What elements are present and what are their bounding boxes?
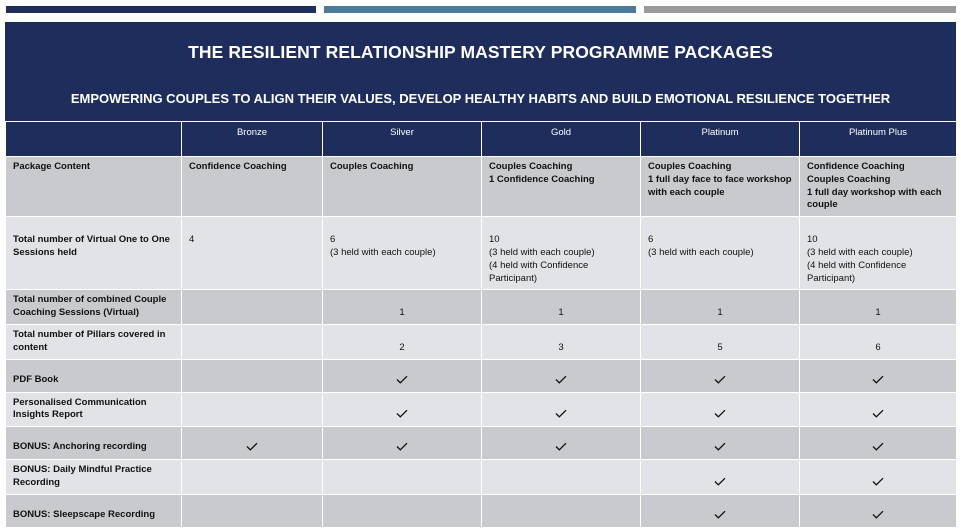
cell-platinum-plus: Confidence Coaching Couples Coaching 1 full day workshop with each couple [800, 157, 957, 217]
cell-bronze [182, 494, 323, 527]
cell-gold: 3 [482, 324, 641, 359]
table-row-communication-report [6, 392, 957, 427]
table-row-mindful-practice [6, 460, 957, 495]
cell-gold [482, 392, 641, 427]
row-label: PDF Book [6, 359, 182, 392]
checkmark-icon [872, 510, 884, 519]
cell-silver [323, 494, 482, 527]
cell-platinum-plus [800, 392, 957, 427]
cell-platinum [641, 359, 800, 392]
row-label: Total number of Virtual One to One Sessions held [6, 217, 182, 290]
cell-platinum: 5 [641, 324, 800, 359]
checkmark-icon [714, 409, 726, 418]
cell-gold: 10 (3 held with each couple) (4 held with Confidence Participant) [482, 217, 641, 290]
table-row-anchoring-recording [6, 427, 957, 460]
cell-platinum [641, 460, 800, 495]
row-label: Package Content [6, 157, 182, 217]
header-platinum: Platinum [641, 122, 800, 157]
cell-bronze [182, 427, 323, 460]
cell-silver: 6 (3 held with each couple) [323, 217, 482, 290]
header-gold: Gold [482, 122, 641, 157]
checkmark-icon [872, 409, 884, 418]
cell-silver [323, 359, 482, 392]
cell-gold: 1 [482, 290, 641, 325]
cell-platinum-plus: 6 [800, 324, 957, 359]
checkmark-icon [396, 442, 408, 451]
cell-platinum-plus [800, 494, 957, 527]
checkmark-icon [555, 375, 567, 384]
checkmark-icon [396, 409, 408, 418]
cell-bronze [182, 460, 323, 495]
table-row-package-content [6, 157, 957, 217]
cell-platinum-plus: 10 (3 held with each couple) (4 held with Confidence Participant) [800, 217, 957, 290]
cell-bronze: Confidence Coaching [182, 157, 323, 217]
cell-gold: Couples Coaching 1 Confidence Coaching [482, 157, 641, 217]
table-row-pdf-book [6, 359, 957, 392]
table-row-pillars [6, 324, 957, 359]
checkmark-icon [246, 442, 258, 451]
checkmark-icon [714, 375, 726, 384]
cell-gold [482, 494, 641, 527]
table-row-combined-sessions [6, 290, 957, 325]
cell-bronze: 4 [182, 217, 323, 290]
header-empty [6, 122, 182, 157]
cell-silver: 1 [323, 290, 482, 325]
row-label: BONUS: Daily Mindful Practice Recording [6, 460, 182, 495]
cell-gold [482, 460, 641, 495]
row-label: BONUS: Anchoring recording [6, 427, 182, 460]
page-title: THE RESILIENT RELATIONSHIP MASTERY PROGRAMME PACKAGES [188, 42, 773, 62]
table-row-sleepscape-recording [6, 494, 957, 527]
cell-silver: Couples Coaching [323, 157, 482, 217]
cell-bronze [182, 359, 323, 392]
cell-silver [323, 427, 482, 460]
cell-platinum [641, 494, 800, 527]
checkmark-icon [714, 477, 726, 486]
accent-bar-navy [6, 6, 316, 13]
row-label: BONUS: Sleepscape Recording [6, 494, 182, 527]
accent-bar-steel [324, 6, 636, 13]
cell-platinum: 6 (3 held with each couple) [641, 217, 800, 290]
checkmark-icon [396, 375, 408, 384]
header-banner [5, 22, 956, 121]
packages-table [5, 121, 957, 528]
cell-platinum: Couples Coaching 1 full day face to face workshop with each couple [641, 157, 800, 217]
cell-bronze [182, 290, 323, 325]
cell-silver [323, 460, 482, 495]
cell-platinum-plus [800, 427, 957, 460]
header-bronze: Bronze [182, 122, 323, 157]
cell-bronze [182, 392, 323, 427]
cell-silver: 2 [323, 324, 482, 359]
header-platinum-plus: Platinum Plus [800, 122, 957, 157]
header-silver: Silver [323, 122, 482, 157]
cell-platinum-plus: 1 [800, 290, 957, 325]
page-subtitle: EMPOWERING COUPLES TO ALIGN THEIR VALUES, DEVELOP HEALTHY HABITS AND BUILD EMOTIONAL RESILIENCE TOGETHER [70, 91, 891, 106]
accent-bar-grey [644, 6, 956, 13]
cell-platinum [641, 392, 800, 427]
cell-platinum-plus [800, 460, 957, 495]
cell-platinum-plus [800, 359, 957, 392]
table-row-virtual-sessions [6, 217, 957, 290]
checkmark-icon [555, 442, 567, 451]
checkmark-icon [555, 409, 567, 418]
row-label: Total number of combined Couple Coaching Sessions (Virtual) [6, 290, 182, 325]
cell-platinum: 1 [641, 290, 800, 325]
table-header-row [6, 122, 957, 157]
checkmark-icon [872, 375, 884, 384]
cell-platinum [641, 427, 800, 460]
cell-silver [323, 392, 482, 427]
checkmark-icon [872, 442, 884, 451]
cell-bronze [182, 324, 323, 359]
checkmark-icon [714, 442, 726, 451]
checkmark-icon [872, 477, 884, 486]
row-label: Total number of Pillars covered in content [6, 324, 182, 359]
cell-gold [482, 427, 641, 460]
cell-gold [482, 359, 641, 392]
row-label: Personalised Communication Insights Report [6, 392, 182, 427]
checkmark-icon [714, 510, 726, 519]
